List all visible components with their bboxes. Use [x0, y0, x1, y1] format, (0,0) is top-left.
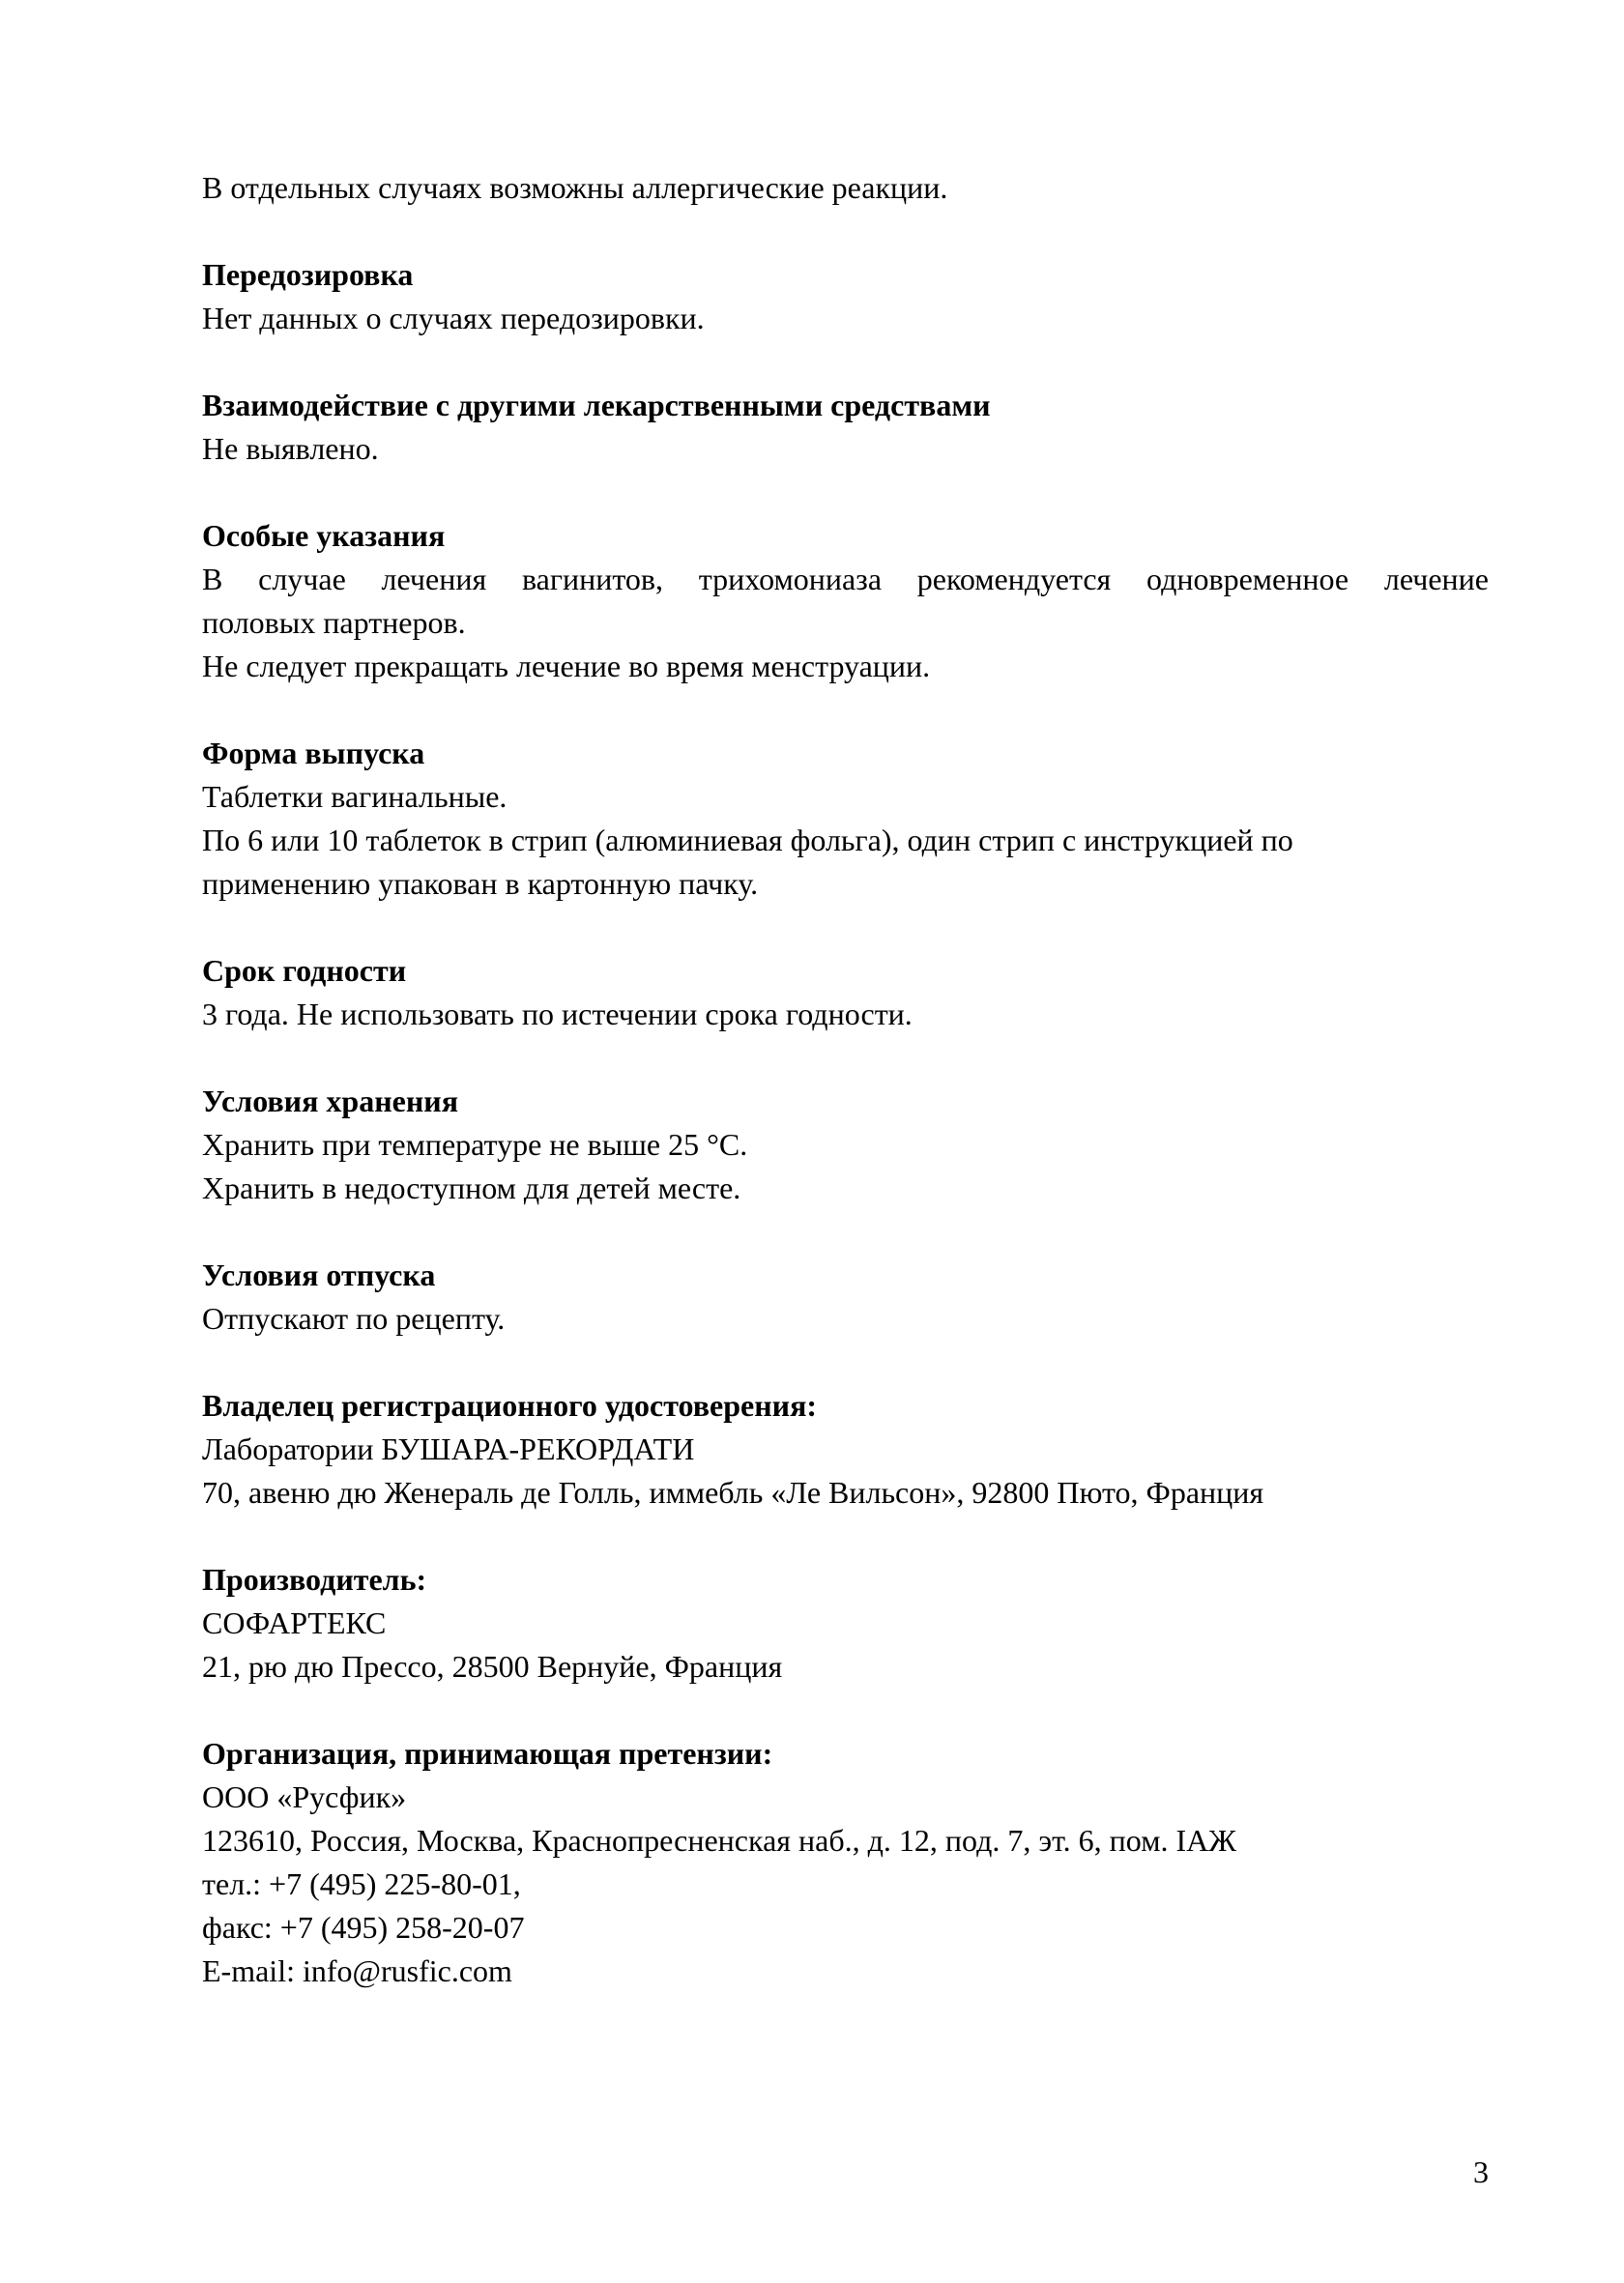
section-heading: Условия хранения	[202, 1084, 459, 1118]
section-special-instructions	[202, 514, 1489, 688]
section-line: СОФАРТЕКС	[202, 1605, 387, 1640]
section-line: 3 года. Не использовать по истечении срока годности.	[202, 997, 913, 1031]
intro-paragraph: В отдельных случаях возможны аллергические реакции.	[202, 170, 948, 205]
section-heading: Форма выпуска	[202, 736, 425, 770]
section-line: E-mail: info@rusfic.com	[202, 1953, 512, 1988]
section-registration-holder	[202, 1384, 1489, 1515]
section-claims-organization	[202, 1732, 1489, 1993]
section-line: 21, рю дю Прессо, 28500 Вернуйе, Франция	[202, 1649, 783, 1684]
section-line: По 6 или 10 таблеток в стрип (алюминиевая фольга), один стрип с инструкцией по	[202, 823, 1293, 857]
section-line: факс: +7 (495) 258-20-07	[202, 1910, 525, 1945]
section-heading: Владелец регистрационного удостоверения:	[202, 1388, 818, 1423]
section-shelf-life	[202, 949, 1489, 1036]
section-heading: Передозировка	[202, 257, 414, 292]
section-line: Не следует прекращать лечение во время менструации.	[202, 649, 931, 683]
section-heading: Взаимодействие с другими лекарственными средствами	[202, 388, 991, 422]
section-heading: Срок годности	[202, 953, 407, 988]
section-overdose	[202, 253, 1489, 340]
section-line: половых партнеров.	[202, 605, 466, 640]
section-line: ООО «Русфик»	[202, 1779, 407, 1814]
section-dispensing-conditions	[202, 1254, 1489, 1341]
section-line: 70, авеню дю Женераль де Голль, иммебль «Ле Вильсон», 92800 Пюто, Франция	[202, 1475, 1264, 1510]
section-line: Хранить при температуре не выше 25 °С.	[202, 1127, 748, 1162]
section-line: Хранить в недоступном для детей месте.	[202, 1170, 741, 1205]
section-line: Нет данных о случаях передозировки.	[202, 301, 705, 335]
section-heading: Производитель:	[202, 1562, 427, 1597]
section-line: Не выявлено.	[202, 431, 379, 466]
section-interactions	[202, 384, 1489, 471]
section-line: применению упакован в картонную пачку.	[202, 866, 759, 901]
section-release-form	[202, 732, 1489, 906]
page-content	[202, 166, 1489, 1993]
section-line: Лаборатории БУШАРА-РЕКОРДАТИ	[202, 1431, 695, 1466]
section-line: 123610, Россия, Москва, Краснопресненская наб., д. 12, под. 7, эт. 6, пом. IАЖ	[202, 1823, 1236, 1858]
section-storage-conditions	[202, 1080, 1489, 1210]
section-line: Отпускают по рецепту.	[202, 1301, 506, 1336]
section-line: Таблетки вагинальные.	[202, 779, 508, 814]
section-line: тел.: +7 (495) 225-80-01,	[202, 1866, 521, 1901]
section-heading: Организация, принимающая претензии:	[202, 1736, 773, 1771]
page-number: 3	[1473, 2154, 1489, 2189]
section-heading: Особые указания	[202, 518, 446, 553]
section-heading: Условия отпуска	[202, 1257, 436, 1292]
section-line: В случае лечения вагинитов, трихомониаза рекомендуется одновременное лечение	[202, 562, 1489, 596]
section-manufacturer	[202, 1558, 1489, 1689]
